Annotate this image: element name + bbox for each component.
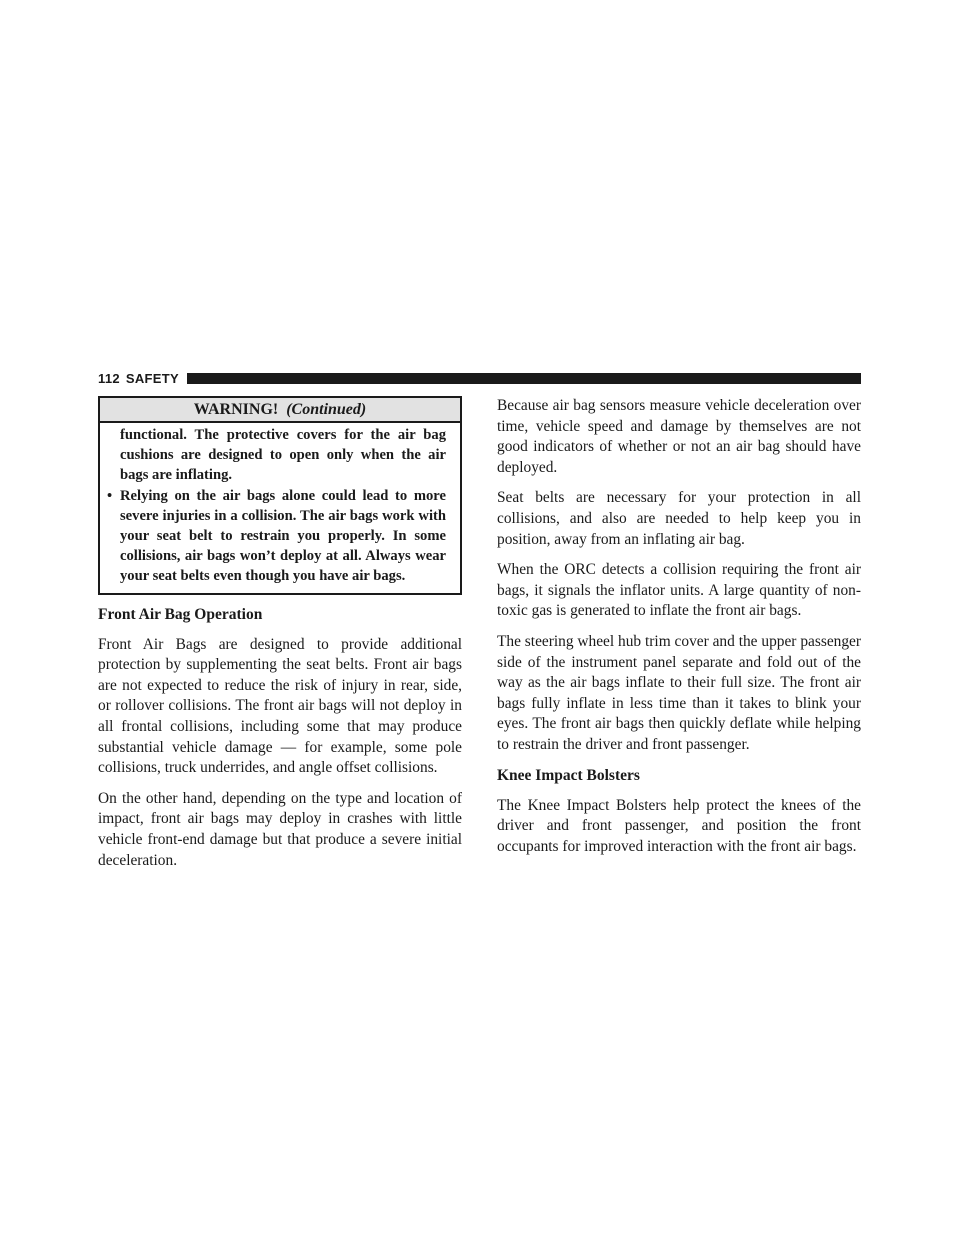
warning-title: WARNING! xyxy=(193,401,279,418)
bullet-icon: • xyxy=(107,487,113,504)
left-column xyxy=(98,396,462,881)
left-paragraph-1: Front Air Bags are designed to provide additional protection by supplementing the seat belts. Front air bags are not expected to reduce the risk of injury in rear, side, or rollover collisions. The front air bags will not deploy in all frontal collisions, including some that may produce substantial vehicle damage — for example, some pole collisions, truck underrides, and angle offset collisions. xyxy=(98,635,462,777)
right-paragraph-3: When the ORC detects a collision requiring the front air bags, it signals the inflator units. A large quantity of non-toxic gas is generated to inflate the front air bags. xyxy=(497,561,861,620)
right-paragraph-4: The steering wheel hub trim cover and the upper passenger side of the instrument panel separate and fold out of the way as the air bags inflate to their full size. The front air bags fully inflate in less time than it takes to blink your eyes. The front air bags then quickly deflate while helping to restrain the driver and front passenger. xyxy=(497,632,861,753)
section-title: SAFETY xyxy=(125,370,179,386)
left-paragraph-2: On the other hand, depending on the type and location of impact, front air bags may deploy in crashes with little vehicle front-end damage but that produce a severe initial deceleration. xyxy=(98,789,462,869)
right-paragraph-1: Because air bag sensors measure vehicle deceleration over time, vehicle speed and damage by themselves are not good indicators of whether or not an air bag should have deployed. xyxy=(497,397,861,476)
warning-body xyxy=(100,423,460,593)
warning-continued-text: functional. The protective covers for the air bag cushions are designed to open only when the air bags are inflating. xyxy=(120,427,446,484)
warning-header xyxy=(100,398,460,423)
page-number: 112 xyxy=(98,370,120,386)
header-rule xyxy=(187,373,861,384)
warning-box xyxy=(98,396,462,595)
right-column xyxy=(497,396,861,867)
page-label xyxy=(98,371,179,386)
knee-bolsters-heading: Knee Impact Bolsters xyxy=(497,766,640,784)
warning-continued: (Continued) xyxy=(286,401,367,418)
warning-bullet-item xyxy=(107,486,446,587)
right-paragraph-2: Seat belts are necessary for your protection in all collisions, and also are needed to help keep you in position, away from an inflating air bag. xyxy=(497,489,861,548)
warning-bullet-text: Relying on the air bags alone could lead to more severe injuries in a collision. The air bags work with your seat belt to restrain you properly. In some collisions, air bags won’t deploy at all. Always wear your seat belts even though you have air bags. xyxy=(120,487,446,585)
warning-bullets xyxy=(107,486,446,587)
right-paragraph-5: The Knee Impact Bolsters help protect the knees of the driver and front passenger, and position the front occupants for improved interaction with the front air bags. xyxy=(497,796,861,855)
page-header xyxy=(98,368,861,388)
front-air-bag-heading: Front Air Bag Operation xyxy=(98,605,263,623)
